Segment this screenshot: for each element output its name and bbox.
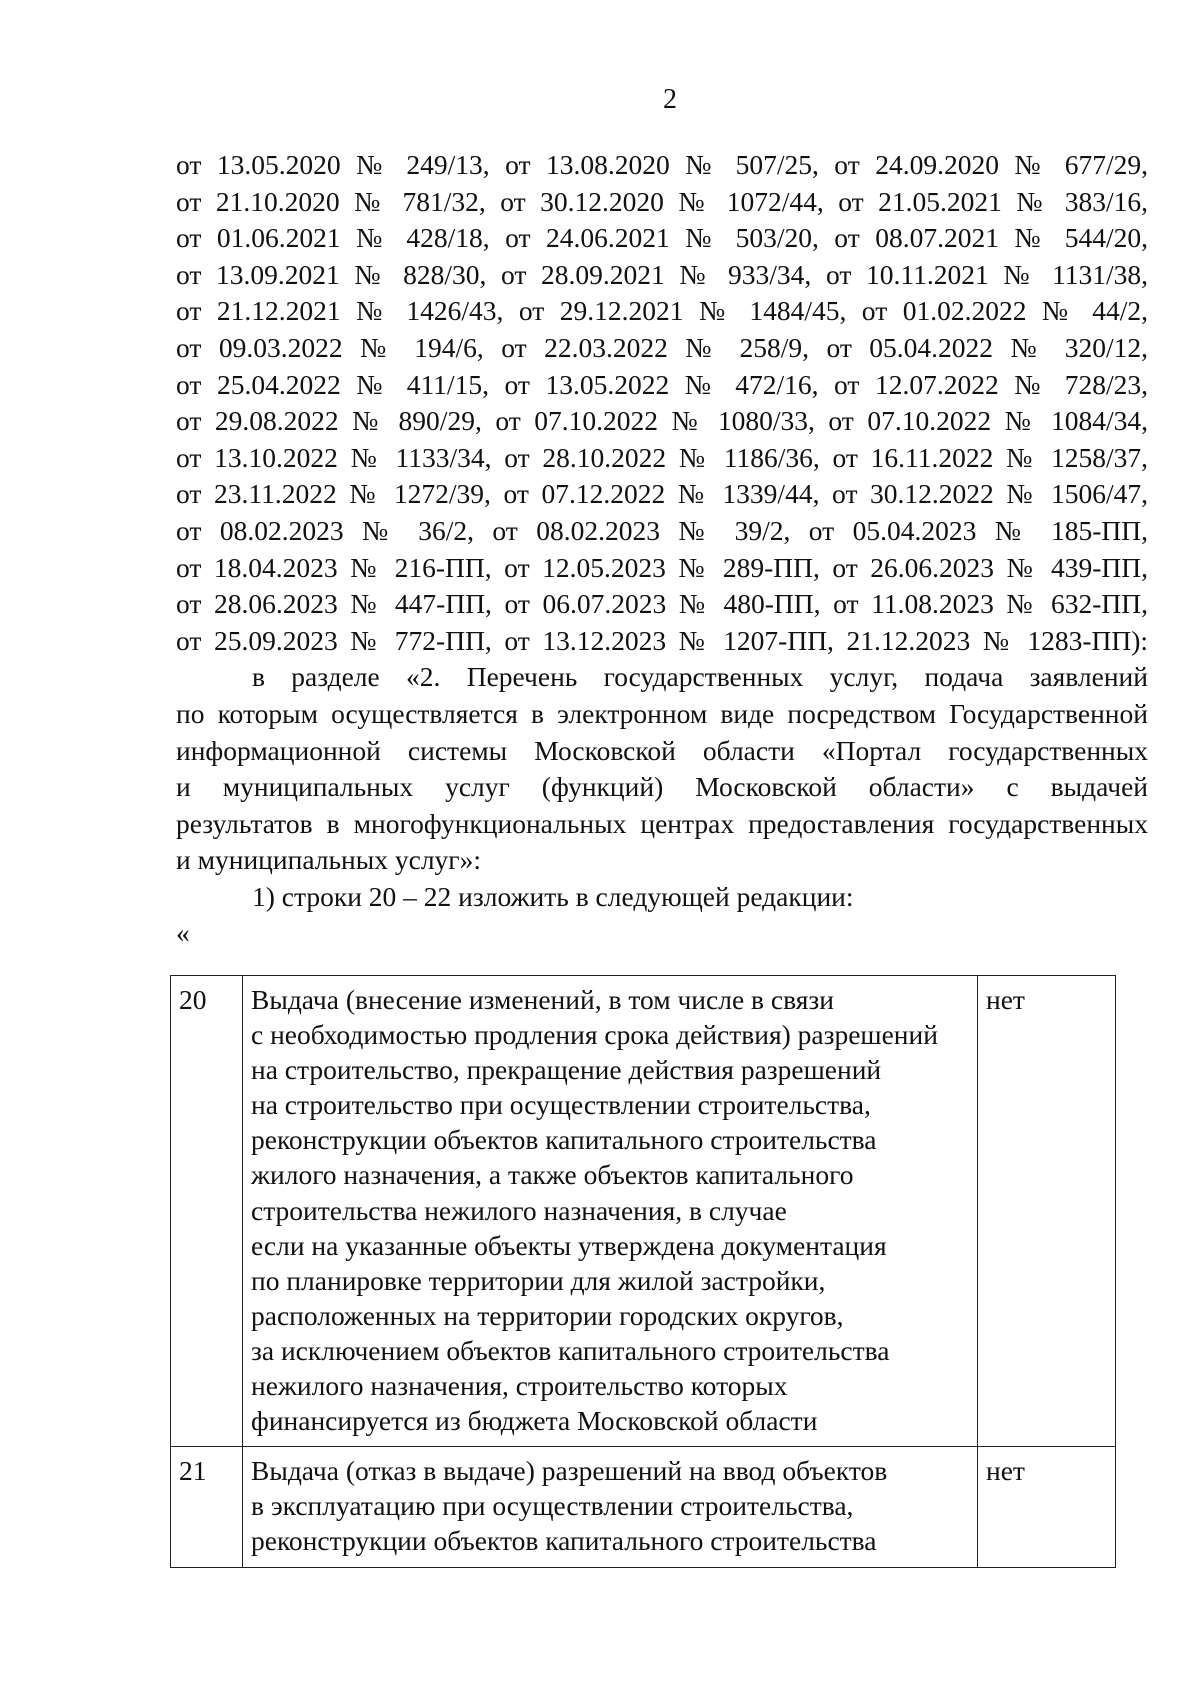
row-number: 21 (171, 1447, 243, 1567)
text-line: от 09.03.2022 № 194/6, от 22.03.2022 № 258/9, от 05.04.2022 № 320/12, (176, 331, 1148, 363)
row-number: 20 (171, 976, 243, 1447)
text-line: от 01.06.2021 № 428/18, от 24.06.2021 № 503/20, от 08.07.2021 № 544/20, (176, 222, 1148, 254)
opening-quote: « (176, 917, 190, 949)
text-line: от 25.04.2022 № 411/15, от 13.05.2022 № 472/16, от 12.07.2022 № 728/23, (176, 368, 1148, 400)
cell-line: жилого назначения, а также объектов капитального (251, 1159, 854, 1191)
text-line: в разделе «2. Перечень государственных услуг, подача заявлений (252, 661, 1148, 693)
text-line: от 28.06.2023 № 447-ПП, от 06.07.2023 № 480-ПП, от 11.08.2023 № 632-ПП, (176, 588, 1148, 620)
section-paragraph (176, 659, 1148, 879)
text-line: от 13.10.2022 № 1133/34, от 28.10.2022 № 1186/36, от 16.11.2022 № 1258/37, (176, 441, 1148, 473)
text-line: от 29.08.2022 № 890/29, от 07.10.2022 № 1080/33, от 07.10.2022 № 1084/34, (176, 405, 1148, 437)
item-instruction: 1) строки 20 – 22 изложить в следующей редакции: (252, 880, 854, 912)
text-line: информационной системы Московской области «Портал государственных (176, 734, 1148, 766)
cell-line: строительства нежилого назначения, в случае (251, 1194, 787, 1226)
document-body (176, 147, 1148, 951)
table-row (171, 976, 1116, 1447)
cell-line: с необходимостью продления срока действия) разрешений (251, 1019, 938, 1051)
text-line: результатов в многофункциональных центрах предоставления государственных (176, 807, 1148, 839)
text-line: от 13.05.2020 № 249/13, от 13.08.2020 № 507/25, от 24.09.2020 № 677/29, (176, 149, 1148, 180)
text-line: от 21.12.2021 № 1426/43, от 29.12.2021 № 1484/45, от 01.02.2022 № 44/2, (176, 295, 1148, 327)
service-description (243, 976, 978, 1447)
row-value: нет (978, 1447, 1116, 1567)
cell-line: Выдача (отказ в выдаче) разрешений на ввод объектов (251, 1455, 888, 1487)
service-description (243, 1447, 978, 1567)
text-line: и муниципальных услуг (функций) Московской области» с выдачей (176, 771, 1148, 803)
amendment-references (176, 147, 1148, 659)
cell-line: если на указанные объекты утверждена документация (251, 1229, 887, 1261)
cell-line: в эксплуатацию при осуществлении строительства, (251, 1490, 854, 1522)
cell-line: по планировке территории для жилой застройки, (251, 1264, 826, 1296)
cell-line: реконструкции объектов капитального строительства (251, 1124, 877, 1156)
text-line: от 23.11.2022 № 1272/39, от 07.12.2022 № 1339/44, от 30.12.2022 № 1506/47, (176, 478, 1148, 510)
cell-line: на строительство при осуществлении строительства, (251, 1089, 871, 1121)
table-row (171, 1447, 1116, 1567)
row-value: нет (978, 976, 1116, 1447)
cell-line: Выдача (внесение изменений, в том числе в связи (251, 984, 834, 1015)
cell-line: нежилого назначения, строительство которых (251, 1370, 788, 1402)
services-table (170, 975, 1116, 1568)
text-line: от 25.09.2023 № 772-ПП, от 13.12.2023 № 1207-ПП, 21.12.2023 № 1283-ПП): (176, 624, 1148, 656)
cell-line: реконструкции объектов капитального строительства (251, 1525, 877, 1557)
cell-line: расположенных на территории городских округов, (251, 1299, 844, 1331)
cell-line: за исключением объектов капитального строительства (251, 1334, 890, 1366)
text-line: и муниципальных услуг»: (176, 844, 481, 876)
text-line: от 18.04.2023 № 216-ПП, от 12.05.2023 № 289-ПП, от 26.06.2023 № 439-ПП, (176, 551, 1148, 583)
page-number: 2 (663, 84, 677, 115)
text-line: от 21.10.2020 № 781/32, от 30.12.2020 № 1072/44, от 21.05.2021 № 383/16, (176, 185, 1148, 217)
text-line: от 08.02.2023 № 36/2, от 08.02.2023 № 39/2, от 05.04.2023 № 185-ПП, (176, 514, 1148, 546)
text-line: по которым осуществляется в электронном виде посредством Государственной (176, 697, 1148, 729)
cell-line: на строительство, прекращение действия разрешений (251, 1054, 882, 1086)
cell-line: финансируется из бюджета Московской области (251, 1405, 818, 1437)
text-line: от 13.09.2021 № 828/30, от 28.09.2021 № 933/34, от 10.11.2021 № 1131/38, (176, 258, 1148, 290)
